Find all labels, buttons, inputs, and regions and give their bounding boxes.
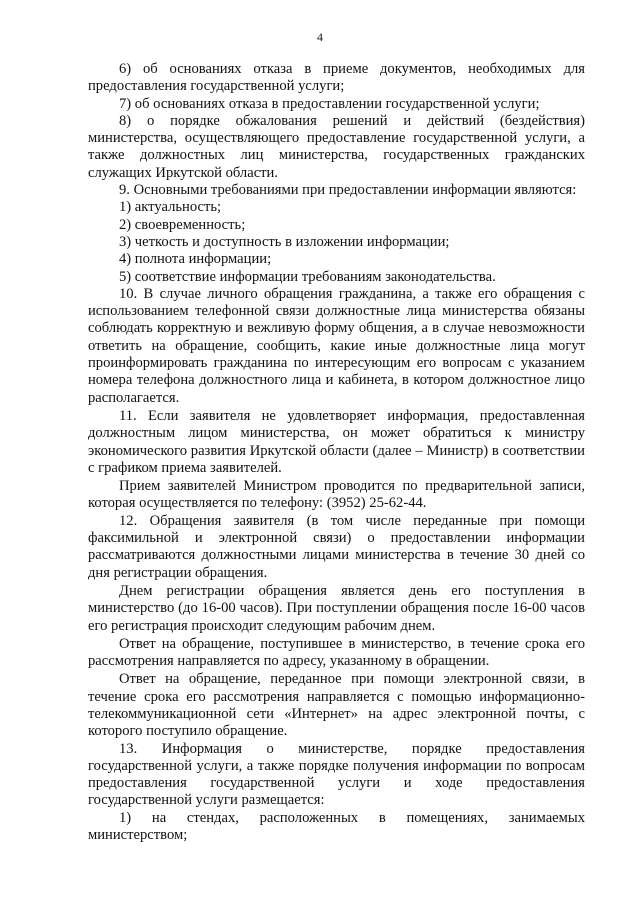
paragraph-clause-9: 9. Основными требованиями при предоставлении информации являются:	[119, 182, 577, 199]
paragraph-item-8: 8) о порядке обжалования решений и действий (бездействия) министерства, осуществляющего предоставление государственной услуги, а также должностных лиц министерства, государственных гражданских служащих Иркутской области.	[88, 112, 585, 181]
paragraph-clause-11: 11. Если заявителя не удовлетворяет информация, предоставленная должностным лицом министерства, он может обратиться к министру экономического развития Иркутской области (далее – Министр) в соответствии с графиком приема заявителей.	[88, 407, 585, 476]
paragraph-reception-schedule: Прием заявителей Министром проводится по предварительной записи, которая осуществляется по телефону: (3952) 25-62-44.	[88, 478, 585, 512]
requirement-item-3: 3) четкость и доступность в изложении информации;	[119, 233, 450, 250]
paragraph-reply-by-email: Ответ на обращение, переданное при помощи электронной связи, в течение срока его рассмотрения направляется с помощью информационно-телекоммуникационной сети «Интернет» на адрес электронной почты, с которого поступило обращение.	[88, 671, 585, 740]
placement-item-1: 1) на стендах, расположенных в помещениях, занимаемых министерством;	[88, 809, 585, 844]
paragraph-reply-by-mail: Ответ на обращение, поступившее в министерство, в течение срока его рассмотрения направляется по адресу, указанному в обращении.	[88, 635, 585, 670]
paragraph-item-7: 7) об основаниях отказа в предоставлении государственной услуги;	[119, 95, 540, 112]
paragraph-clause-12: 12. Обращения заявителя (в том числе переданные при помощи факсимильной и электронной связи) о предоставлении информации рассматриваются должностными лицами министерства в течение 30 дней со дня регистрации обращения.	[88, 512, 585, 581]
paragraph-registration-day: Днем регистрации обращения является день его поступления в министерство (до 16-00 часов). При поступлении обращения после 16-00 часов его регистрация происходит следующим рабочим днем.	[88, 582, 585, 634]
paragraph-item-6: 6) об основаниях отказа в приеме документов, необходимых для предоставления государственной услуги;	[88, 61, 585, 95]
requirement-item-2: 2) своевременность;	[119, 216, 246, 233]
document-body	[88, 61, 585, 844]
requirement-item-5: 5) соответствие информации требованиям законодательства.	[119, 268, 496, 285]
page-number: 4	[317, 30, 323, 44]
paragraph-clause-10: 10. В случае личного обращения гражданина, а также его обращения с использованием телефонной связи должностные лица министерства обязаны соблюдать корректную и вежливую форму общения, а в случае невозможности ответить на обращение, сообщить, какие иные должностные лица могут проинформировать гражданина по интересующим его вопросам с указанием номера телефона должностного лица и кабинета, в котором должностное лицо располагается.	[88, 285, 585, 406]
requirement-item-1: 1) актуальность;	[119, 199, 222, 216]
paragraph-clause-13: 13. Информация о министерстве, порядке предоставления государственной услуги, а также порядке получения информации по вопросам предоставления государственной услуги и ходе предоставления государственной услуги размещается:	[88, 740, 585, 809]
requirement-item-4: 4) полнота информации;	[119, 251, 272, 268]
